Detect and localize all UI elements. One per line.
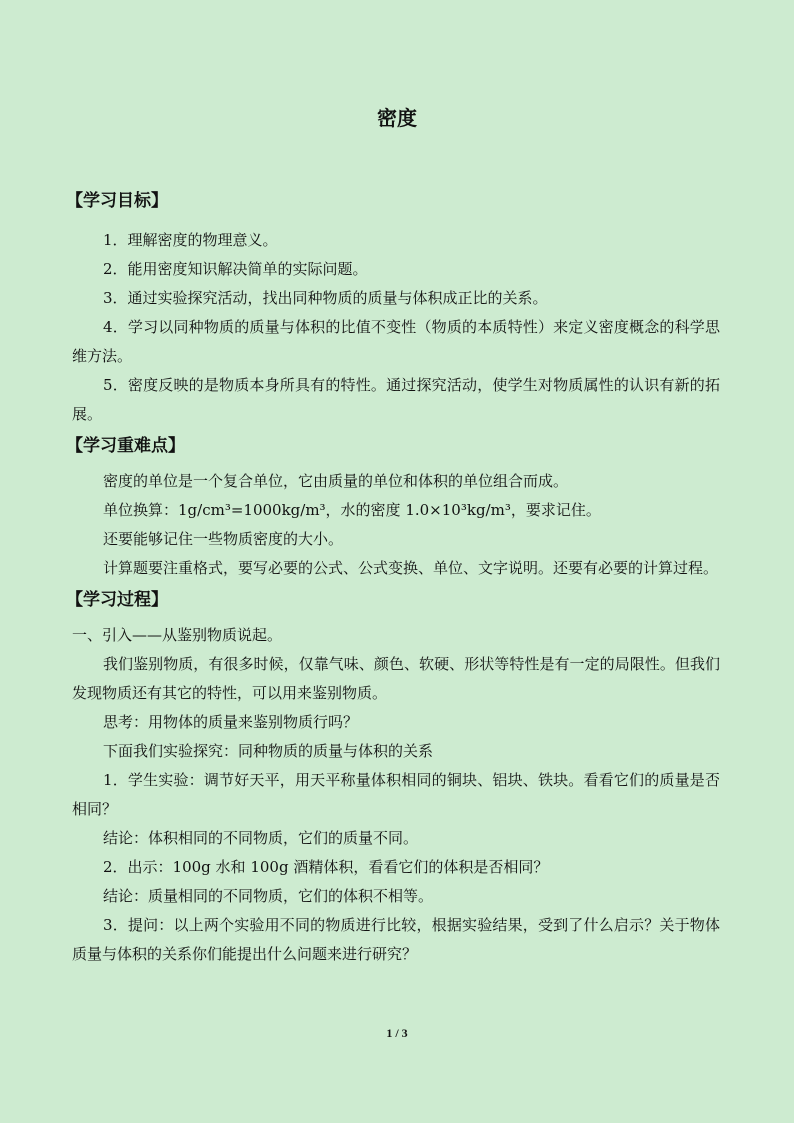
key-point-item: 计算题要注重格式，要写必要的公式、公式变换、单位、文字说明。还要有必要的计算过程。 xyxy=(103,559,719,577)
goal-item: 3．通过实验探究活动，找出同种物质的质量与体积成正比的关系。 xyxy=(103,289,548,307)
key-point-item: 还要能够记住一些物质密度的大小。 xyxy=(103,530,344,548)
page-number: 1 / 3 xyxy=(386,1026,408,1040)
section-heading-goals: 【学习目标】 xyxy=(66,191,168,211)
goal-item: 1．理解密度的物理意义。 xyxy=(103,231,278,249)
process-intro: 一、引入——从鉴别物质说起。 xyxy=(72,626,283,644)
key-points-list xyxy=(72,467,720,583)
process-item: 1．学生实验：调节好天平，用天平称量体积相同的铜块、铝块、铁块。看看它们的质量是否相同？ xyxy=(72,771,720,818)
process-item: 我们鉴别物质，有很多时候，仅靠气味、颜色、软硬、形状等特性是有一定的局限性。但我们发现物质还有其它的特性，可以用来鉴别物质。 xyxy=(72,655,720,702)
key-point-item: 单位换算：1g/cm³=1000kg/m³，水的密度 1.0×10³kg/m³，要求记住。 xyxy=(103,501,601,519)
key-point-item: 密度的单位是一个复合单位，它由质量的单位和体积的单位组合而成。 xyxy=(103,472,569,490)
goals-list xyxy=(72,226,720,429)
section-heading-key-points: 【学习重难点】 xyxy=(66,436,185,456)
process-item: 结论：体积相同的不同物质，它们的质量不同。 xyxy=(103,829,419,847)
section-heading-process: 【学习过程】 xyxy=(66,590,168,610)
document-body xyxy=(66,186,720,969)
process-item: 3．提问：以上两个实验用不同的物质进行比较，根据实验结果，受到了什么启示？关于物体质量与体积的关系你们能提出什么问题来进行研究？ xyxy=(72,916,720,963)
goal-item: 2．能用密度知识解决简单的实际问题。 xyxy=(103,260,368,278)
process-item: 思考：用物体的质量来鉴别物质行吗？ xyxy=(103,713,359,731)
process-list xyxy=(72,621,720,969)
process-item: 2．出示：100g 水和 100g 酒精体积，看看它们的体积是否相同？ xyxy=(103,858,549,876)
goal-item: 4．学习以同种物质的质量与体积的比值不变性（物质的本质特性）来定义密度概念的科学思维方法。 xyxy=(72,318,720,365)
goal-item: 5．密度反映的是物质本身所具有的特性。通过探究活动，使学生对物质属性的认识有新的拓展。 xyxy=(72,376,720,423)
process-item: 下面我们实验探究：同种物质的质量与体积的关系 xyxy=(103,742,434,760)
page-title: 密度 xyxy=(377,106,417,130)
process-item: 结论：质量相同的不同物质，它们的体积不相等。 xyxy=(103,887,434,905)
